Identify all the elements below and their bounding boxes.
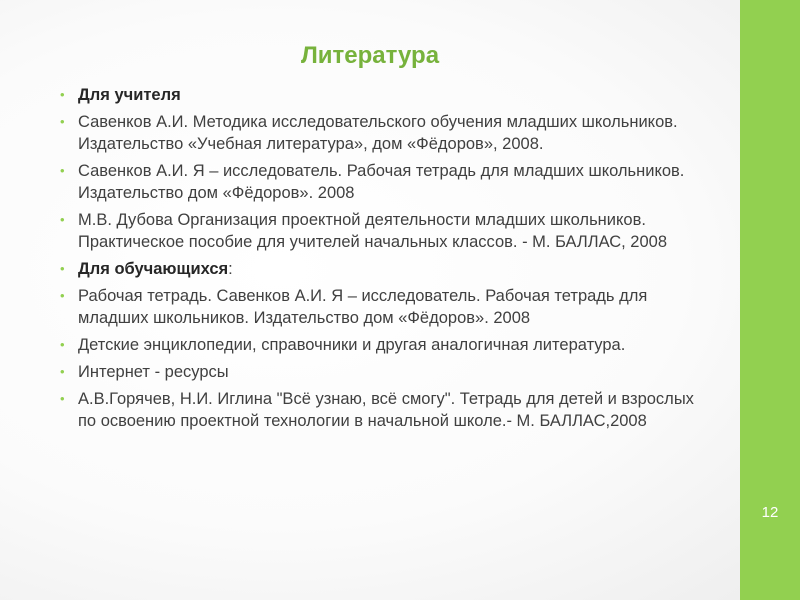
- list-item-text: Савенков А.И. Я – исследователь. Рабочая тетрадь для младших школьников. Издательство дом «Фёдоров». 2008: [78, 162, 685, 202]
- bullet-icon: •: [60, 391, 65, 406]
- bullet-icon: •: [60, 337, 65, 352]
- list-item: [60, 285, 710, 329]
- list-item-teacher-heading: [60, 84, 710, 106]
- list-item: [60, 209, 710, 253]
- bullet-icon: •: [60, 261, 65, 276]
- bullet-icon: •: [60, 163, 65, 178]
- bullet-icon: •: [60, 364, 65, 379]
- bullet-icon: •: [60, 288, 65, 303]
- list-item-text: М.В. Дубова Организация проектной деятельности младших школьников. Практическое пособие для учителей начальных классов. - М. БАЛЛАС, 2008: [78, 211, 667, 251]
- list-item-text: Интернет - ресурсы: [78, 363, 229, 381]
- list-item: [60, 334, 710, 356]
- list-item: [60, 160, 710, 204]
- list-item: [60, 388, 710, 432]
- slide-number: 12: [761, 504, 779, 521]
- list-item-text: Детские энциклопедии, справочники и другая аналогичная литература.: [78, 336, 626, 354]
- list-item: [60, 111, 710, 155]
- section-heading-teacher: Для учителя: [78, 86, 181, 104]
- list-item: [60, 361, 710, 383]
- list-item-text: Савенков А.И. Методика исследовательского обучения младших школьников. Издательство «Учебная литература», дом «Фёдоров», 2008.: [78, 113, 678, 153]
- bullet-icon: •: [60, 114, 65, 129]
- bullet-icon: •: [60, 212, 65, 227]
- bullet-icon: •: [60, 87, 65, 102]
- slide-title: Литература: [300, 42, 440, 69]
- list-item-text: Рабочая тетрадь. Савенков А.И. Я – исследователь. Рабочая тетрадь для младших школьников. Издательство дом «Фёдоров». 2008: [78, 287, 648, 327]
- bibliography-list: [60, 84, 710, 437]
- list-item-text: А.В.Горячев, Н.И. Иглина "Всё узнаю, всё смогу". Тетрадь для детей и взрослых по освоению проектной технологии в начальной школе.- М. БАЛЛАС,2008: [78, 390, 694, 430]
- section-heading-students: Для обучающихся: [78, 260, 229, 278]
- section-heading-students-suffix: :: [228, 260, 233, 278]
- list-item-student-heading: [60, 258, 710, 280]
